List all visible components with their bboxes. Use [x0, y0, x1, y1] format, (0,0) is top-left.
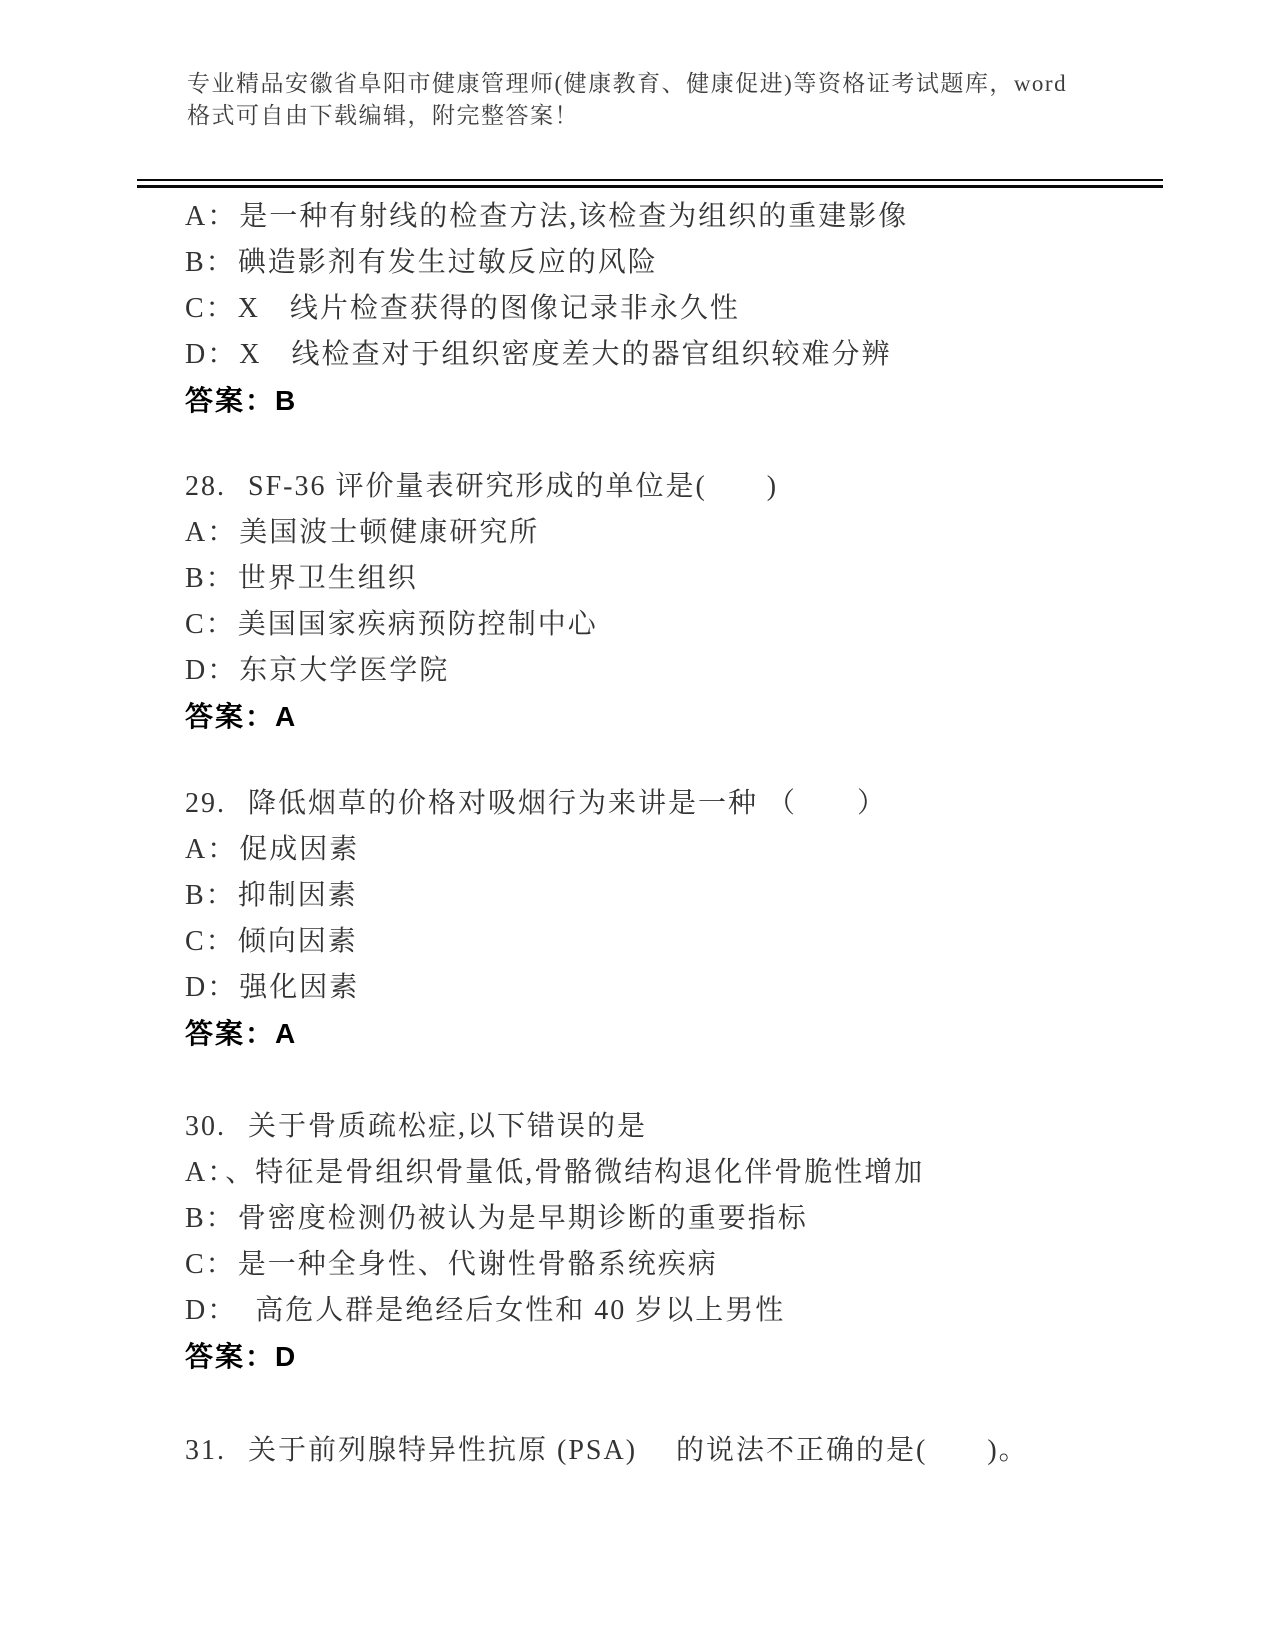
option-line	[185, 286, 1190, 332]
question-block-29	[185, 781, 1190, 1057]
option-label: A：	[185, 517, 238, 548]
option-label: D：	[185, 339, 238, 370]
option-text: 倾向因素	[237, 926, 358, 957]
option-line	[185, 556, 1190, 602]
answer-value: D	[275, 1341, 298, 1372]
option-line	[185, 919, 1190, 965]
answer-label: 答案：	[185, 701, 276, 732]
option-line	[185, 965, 1190, 1011]
question-text: SF-36 评价量表研究形成的单位是( )	[248, 471, 779, 502]
question-number: 28.	[185, 471, 226, 502]
option-line	[185, 194, 1190, 240]
question-text: 关于前列腺特异性抗原 (PSA) 的说法不正确的是( )。	[248, 1435, 1029, 1466]
answer-line	[185, 694, 1190, 740]
question-title	[185, 1428, 1190, 1474]
option-line	[185, 1242, 1190, 1288]
question-block-27	[185, 194, 1190, 424]
question-title	[185, 1104, 1190, 1150]
option-label: C：	[185, 926, 236, 957]
option-text: 骨密度检测仍被认为是早期诊断的重要指标	[237, 1203, 808, 1234]
option-text: 美国波士顿健康研究所	[239, 517, 540, 548]
option-text: X 线检查对于组织密度差大的器官组织较难分辨	[239, 339, 892, 370]
option-line	[185, 1196, 1190, 1242]
option-text: 世界卫生组织	[237, 563, 418, 594]
option-label: B：	[185, 563, 236, 594]
question-block-31	[185, 1428, 1190, 1474]
document-header	[187, 68, 1157, 132]
option-label: D：	[185, 655, 238, 686]
option-text: 碘造影剂有发生过敏反应的风险	[237, 247, 658, 278]
option-line	[185, 873, 1190, 919]
option-label: A：	[185, 1157, 224, 1188]
question-title	[185, 464, 1190, 510]
option-text: 、特征是骨组织骨量低,骨骼微结构退化伴骨脆性增加	[225, 1157, 925, 1188]
option-text: 抑制因素	[237, 880, 358, 911]
answer-line	[185, 1011, 1190, 1057]
answer-value: B	[275, 385, 298, 416]
option-line	[185, 1288, 1190, 1334]
option-label: D：	[185, 1295, 224, 1326]
option-text: 促成因素	[239, 834, 360, 865]
option-label: C：	[185, 293, 236, 324]
answer-label: 答案：	[185, 385, 276, 416]
answer-value: A	[275, 1018, 298, 1049]
option-line	[185, 332, 1190, 378]
option-text: 是一种有射线的检查方法,该检查为组织的重建影像	[239, 201, 909, 232]
option-line	[185, 510, 1190, 556]
question-title	[185, 781, 1190, 827]
option-label: A：	[185, 834, 238, 865]
option-line	[185, 827, 1190, 873]
header-divider-rule	[137, 179, 1163, 188]
question-number: 29.	[185, 788, 226, 819]
option-label: B：	[185, 880, 236, 911]
option-label: B：	[185, 247, 236, 278]
option-line	[185, 602, 1190, 648]
question-block-28	[185, 464, 1190, 740]
header-line-1: 专业精品安徽省阜阳市健康管理师(健康教育、健康促进)等资格证考试题库，word	[187, 71, 1068, 96]
option-text: 东京大学医学院	[239, 655, 450, 686]
option-label: D：	[185, 972, 238, 1003]
option-label: C：	[185, 609, 236, 640]
answer-line	[185, 1334, 1190, 1380]
answer-label: 答案：	[185, 1018, 276, 1049]
question-text: 关于骨质疏松症,以下错误的是	[248, 1111, 648, 1142]
answer-label: 答案：	[185, 1341, 276, 1372]
answer-line	[185, 378, 1190, 424]
answer-value: A	[275, 701, 298, 732]
option-line	[185, 648, 1190, 694]
option-text: 是一种全身性、代谢性骨骼系统疾病	[237, 1249, 718, 1280]
question-number: 31.	[185, 1435, 226, 1466]
option-label: B：	[185, 1203, 236, 1234]
option-text: 高危人群是绝经后女性和 40 岁以上男性	[225, 1295, 786, 1326]
option-text: 美国国家疾病预防控制中心	[237, 609, 598, 640]
option-label: C：	[185, 1249, 236, 1280]
option-line	[185, 1150, 1190, 1196]
option-text: 强化因素	[239, 972, 360, 1003]
question-block-30	[185, 1104, 1190, 1380]
header-line-2: 格式可自由下载编辑，附完整答案！	[187, 103, 579, 128]
question-number: 30.	[185, 1111, 226, 1142]
option-line	[185, 240, 1190, 286]
question-text: 降低烟草的价格对吸烟行为来讲是一种 （ ）	[248, 788, 888, 819]
option-text: X 线片检查获得的图像记录非永久性	[237, 293, 740, 324]
option-label: A：	[185, 201, 238, 232]
